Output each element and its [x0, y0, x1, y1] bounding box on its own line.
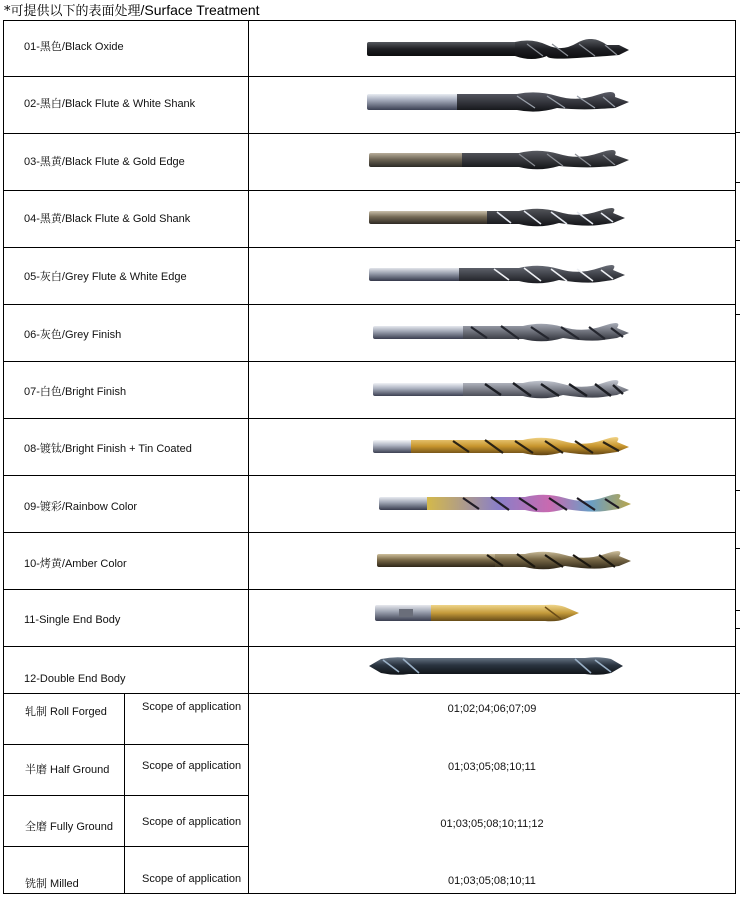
margin-tick [736, 628, 740, 629]
treatment-row-04 [4, 191, 735, 248]
drill-image-cell [249, 191, 735, 247]
drill-rainbow-color-image [379, 493, 635, 515]
treatment-label: 06-灰色/Grey Finish [24, 329, 122, 341]
page-title [4, 0, 260, 20]
drill-image-cell [249, 134, 735, 190]
drill-bright-finish-image [373, 379, 635, 401]
treatment-label: 11-Single End Body [24, 614, 121, 626]
surface-treatment-table [3, 20, 736, 894]
drill-image-cell [249, 476, 735, 532]
treatment-label: 09-镀彩/Rainbow Color [24, 501, 138, 513]
scope-label: Scope of application [142, 816, 242, 828]
drill-amber-color-image [377, 550, 635, 572]
treatment-row-11 [4, 590, 735, 647]
drill-grey-finish-image [373, 322, 635, 344]
treatment-label: 05-灰白/Grey Flute & White Edge [24, 271, 187, 283]
drill-image-cell [249, 362, 735, 418]
treatment-label: 01-黑色/Black Oxide [24, 41, 124, 53]
drill-black-gold-edge-image [369, 149, 633, 171]
treatment-label: 02-黑白/Black Flute & White Shank [24, 98, 196, 110]
scope-label: Scope of application [142, 873, 242, 885]
drill-image-cell [249, 647, 735, 693]
treatment-row-09 [4, 476, 735, 533]
drill-image-cell [249, 21, 735, 76]
drill-black-gold-shank-image [369, 207, 631, 229]
drill-image-cell [249, 419, 735, 475]
title-prefix: *可提供以下的表面处理 [4, 4, 141, 19]
margin-tick [736, 693, 740, 694]
treatment-row-02 [4, 77, 735, 134]
drill-black-oxide-image [367, 39, 633, 61]
title-slash: / [140, 2, 145, 18]
treatment-label: 12-Double End Body [24, 673, 126, 685]
scope-label: Scope of application [142, 701, 242, 713]
scope-row-roll-forged [4, 694, 735, 745]
treatment-label: 10-烤黄/Amber Color [24, 558, 127, 570]
title-english: Surface Treatment [144, 2, 260, 18]
process-label: 全磨 Fully Ground [25, 821, 114, 833]
drill-image-cell [249, 248, 735, 304]
scope-label: Scope of application [142, 760, 242, 772]
treatment-label: 03-黑黄/Black Flute & Gold Edge [24, 156, 185, 168]
scope-codes: 01;03;05;08;10;11;12 [440, 818, 544, 830]
treatment-label: 08-镀钛/Bright Finish + Tin Coated [24, 443, 192, 455]
process-label: 轧制 Roll Forged [25, 706, 107, 718]
scope-codes: 01;03;05;08;10;11 [448, 875, 536, 887]
drill-image-cell [249, 77, 735, 133]
drill-black-white-image [367, 91, 633, 113]
treatment-label: 04-黑黄/Black Flute & Gold Shank [24, 213, 191, 225]
treatment-row-05 [4, 248, 735, 305]
drill-tin-coated-image [373, 436, 635, 458]
drill-image-cell [249, 305, 735, 361]
scope-row-milled [4, 847, 735, 894]
drill-image-cell [249, 533, 735, 589]
treatment-row-06 [4, 305, 735, 362]
scope-codes: 01;02;04;06;07;09 [447, 703, 537, 715]
margin-tick [736, 314, 740, 315]
process-label: 铣制 Milled [25, 878, 79, 890]
treatment-row-08 [4, 419, 735, 476]
margin-tick [736, 240, 740, 241]
drill-grey-white-edge-image [369, 264, 631, 286]
scope-row-half-ground [4, 745, 735, 796]
treatment-row-01 [4, 21, 735, 77]
drill-double-end-body-image [369, 653, 625, 679]
scope-row-fully-ground [4, 796, 735, 847]
margin-tick [736, 132, 740, 133]
treatment-row-03 [4, 134, 735, 191]
treatment-row-07 [4, 362, 735, 419]
margin-tick [736, 610, 740, 611]
margin-tick [736, 548, 740, 549]
drill-single-end-body-image [375, 601, 583, 627]
treatment-label: 07-白色/Bright Finish [24, 386, 127, 398]
margin-tick [736, 490, 740, 491]
process-label: 半磨 Half Ground [25, 764, 110, 776]
scope-codes: 01;03;05;08;10;11 [448, 761, 536, 773]
treatment-row-10 [4, 533, 735, 590]
treatment-row-12 [4, 647, 735, 694]
margin-tick [736, 182, 740, 183]
drill-image-cell [249, 590, 735, 646]
